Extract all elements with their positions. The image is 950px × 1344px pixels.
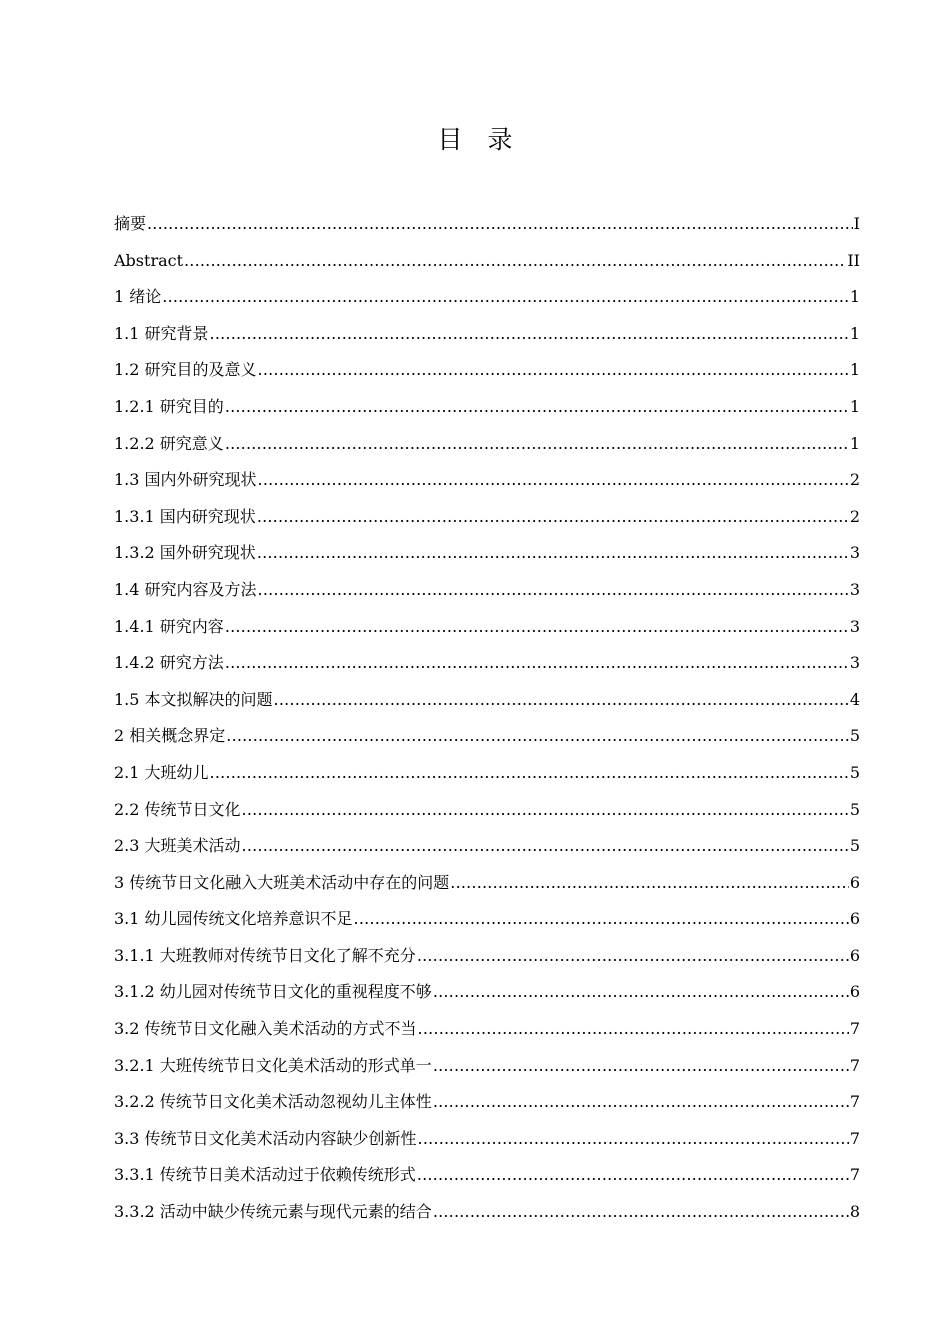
toc-entry-label: 3.3 传统节日文化美术活动内容缺少创新性 <box>114 1128 417 1148</box>
toc-entry-label: 1.4.1 研究内容 <box>114 616 224 636</box>
toc-entry-page-number: 1 <box>849 287 860 307</box>
toc-entry-label: 2.3 大班美术活动 <box>114 836 241 856</box>
toc-entry-label: 1.2.1 研究目的 <box>114 396 224 416</box>
toc-entry-label: Abstract <box>114 250 184 270</box>
toc-entry-page-number: 5 <box>849 726 860 746</box>
toc-dot-leader <box>433 1048 849 1085</box>
toc-entry-page-number: 3 <box>849 653 860 673</box>
toc-entry[interactable] <box>114 974 860 1011</box>
toc-entry[interactable] <box>114 1157 860 1194</box>
toc-dot-leader <box>226 718 849 755</box>
toc-entry-label: 3.1.1 大班教师对传统节日文化了解不充分 <box>114 945 416 965</box>
toc-entry-page-number: 3 <box>849 543 860 563</box>
toc-entry-page-number: 1 <box>849 433 860 453</box>
toc-entry-page-number: 6 <box>849 945 860 965</box>
toc-entry[interactable] <box>114 352 860 389</box>
toc-dot-leader <box>258 462 849 499</box>
toc-entry-page-number: II <box>847 250 860 270</box>
toc-entry-page-number: 3 <box>849 579 860 599</box>
table-of-contents <box>114 206 860 1231</box>
toc-entry-label: 3.3.1 传统节日美术活动过于依赖传统形式 <box>114 1165 416 1185</box>
toc-entry[interactable] <box>114 682 860 719</box>
toc-entry-label: 3.2.1 大班传统节日文化美术活动的形式单一 <box>114 1055 432 1075</box>
toc-entry[interactable] <box>114 901 860 938</box>
toc-dot-leader <box>257 535 849 572</box>
toc-entry[interactable] <box>114 792 860 829</box>
toc-entry-page-number: 7 <box>849 1128 860 1148</box>
toc-entry-page-number: 8 <box>849 1202 860 1222</box>
toc-entry-label: 1 绪论 <box>114 287 162 307</box>
toc-entry[interactable] <box>114 206 860 243</box>
toc-entry[interactable] <box>114 499 860 536</box>
toc-entry[interactable] <box>114 1011 860 1048</box>
toc-dot-leader <box>417 938 849 975</box>
toc-dot-leader <box>418 1121 849 1158</box>
toc-entry-label: 1.5 本文拟解决的问题 <box>114 689 273 709</box>
toc-entry-label: 1.2.2 研究意义 <box>114 433 224 453</box>
toc-entry-label: 3.2 传统节日文化融入美术活动的方式不当 <box>114 1019 417 1039</box>
toc-dot-leader <box>147 206 853 243</box>
toc-dot-leader <box>450 865 849 902</box>
toc-dot-leader <box>210 316 849 353</box>
toc-entry-label: 3.1 幼儿园传统文化培养意识不足 <box>114 909 353 929</box>
toc-entry-page-number: 6 <box>849 909 860 929</box>
toc-entry[interactable] <box>114 718 860 755</box>
toc-entry[interactable] <box>114 828 860 865</box>
toc-entry-page-number: 2 <box>849 506 860 526</box>
toc-dot-leader <box>242 828 849 865</box>
toc-entry-page-number: 6 <box>849 982 860 1002</box>
toc-entry[interactable] <box>114 1048 860 1085</box>
toc-entry[interactable] <box>114 389 860 426</box>
toc-entry[interactable] <box>114 938 860 975</box>
toc-dot-leader <box>210 755 849 792</box>
toc-dot-leader <box>225 426 849 463</box>
toc-entry-label: 3 传统节日文化融入大班美术活动中存在的问题 <box>114 872 450 892</box>
toc-entry[interactable] <box>114 1194 860 1231</box>
toc-dot-leader <box>257 499 849 536</box>
toc-dot-leader <box>274 682 849 719</box>
toc-entry-page-number: 7 <box>849 1165 860 1185</box>
toc-dot-leader <box>184 243 846 280</box>
toc-dot-leader <box>258 572 849 609</box>
toc-entry-label: 1.4.2 研究方法 <box>114 653 224 673</box>
toc-entry-page-number: 1 <box>849 396 860 416</box>
toc-dot-leader <box>354 901 849 938</box>
toc-entry-label: 1.4 研究内容及方法 <box>114 579 257 599</box>
toc-entry[interactable] <box>114 243 860 280</box>
toc-entry-page-number: 7 <box>849 1092 860 1112</box>
toc-entry-page-number: 4 <box>849 689 860 709</box>
toc-entry[interactable] <box>114 755 860 792</box>
toc-entry-label: 1.2 研究目的及意义 <box>114 360 257 380</box>
toc-entry-label: 3.2.2 传统节日文化美术活动忽视幼儿主体性 <box>114 1092 432 1112</box>
toc-entry[interactable] <box>114 535 860 572</box>
toc-entry-label: 3.1.2 幼儿园对传统节日文化的重视程度不够 <box>114 982 432 1002</box>
toc-entry[interactable] <box>114 426 860 463</box>
toc-dot-leader <box>418 1011 849 1048</box>
toc-entry[interactable] <box>114 462 860 499</box>
toc-entry-page-number: 6 <box>849 872 860 892</box>
toc-dot-leader <box>258 352 849 389</box>
toc-entry-page-number: 7 <box>849 1055 860 1075</box>
toc-entry-page-number: 2 <box>849 470 860 490</box>
toc-entry-label: 摘要 <box>114 214 147 233</box>
toc-dot-leader <box>225 609 849 646</box>
toc-entry[interactable] <box>114 645 860 682</box>
toc-dot-leader <box>433 974 849 1011</box>
toc-dot-leader <box>225 389 849 426</box>
toc-entry-page-number: I <box>853 214 860 233</box>
toc-dot-leader <box>225 645 849 682</box>
toc-dot-leader <box>433 1194 849 1231</box>
toc-dot-leader <box>433 1084 849 1121</box>
toc-entry-page-number: 3 <box>849 616 860 636</box>
toc-entry-page-number: 5 <box>849 836 860 856</box>
toc-entry-label: 1.3.1 国内研究现状 <box>114 506 256 526</box>
toc-entry-page-number: 1 <box>849 323 860 343</box>
toc-entry-page-number: 7 <box>849 1019 860 1039</box>
toc-entry[interactable] <box>114 572 860 609</box>
toc-entry-label: 1.3.2 国外研究现状 <box>114 543 256 563</box>
toc-dot-leader <box>417 1157 849 1194</box>
toc-entry[interactable] <box>114 1084 860 1121</box>
toc-dot-leader <box>162 279 849 316</box>
toc-entry-label: 1.3 国内外研究现状 <box>114 470 257 490</box>
toc-dot-leader <box>242 792 849 829</box>
toc-entry-page-number: 5 <box>849 799 860 819</box>
toc-entry[interactable] <box>114 609 860 646</box>
toc-entry-page-number: 5 <box>849 762 860 782</box>
toc-entry-label: 1.1 研究背景 <box>114 323 209 343</box>
page-title: 目录 <box>437 125 538 154</box>
toc-entry-label: 2.1 大班幼儿 <box>114 762 209 782</box>
toc-entry[interactable] <box>114 316 860 353</box>
toc-entry[interactable] <box>114 279 860 316</box>
toc-entry-label: 2 相关概念界定 <box>114 726 226 746</box>
toc-entry[interactable] <box>114 865 860 902</box>
toc-entry-page-number: 1 <box>849 360 860 380</box>
toc-entry-label: 2.2 传统节日文化 <box>114 799 241 819</box>
toc-entry[interactable] <box>114 1121 860 1158</box>
toc-entry-label: 3.3.2 活动中缺少传统元素与现代元素的结合 <box>114 1202 432 1222</box>
